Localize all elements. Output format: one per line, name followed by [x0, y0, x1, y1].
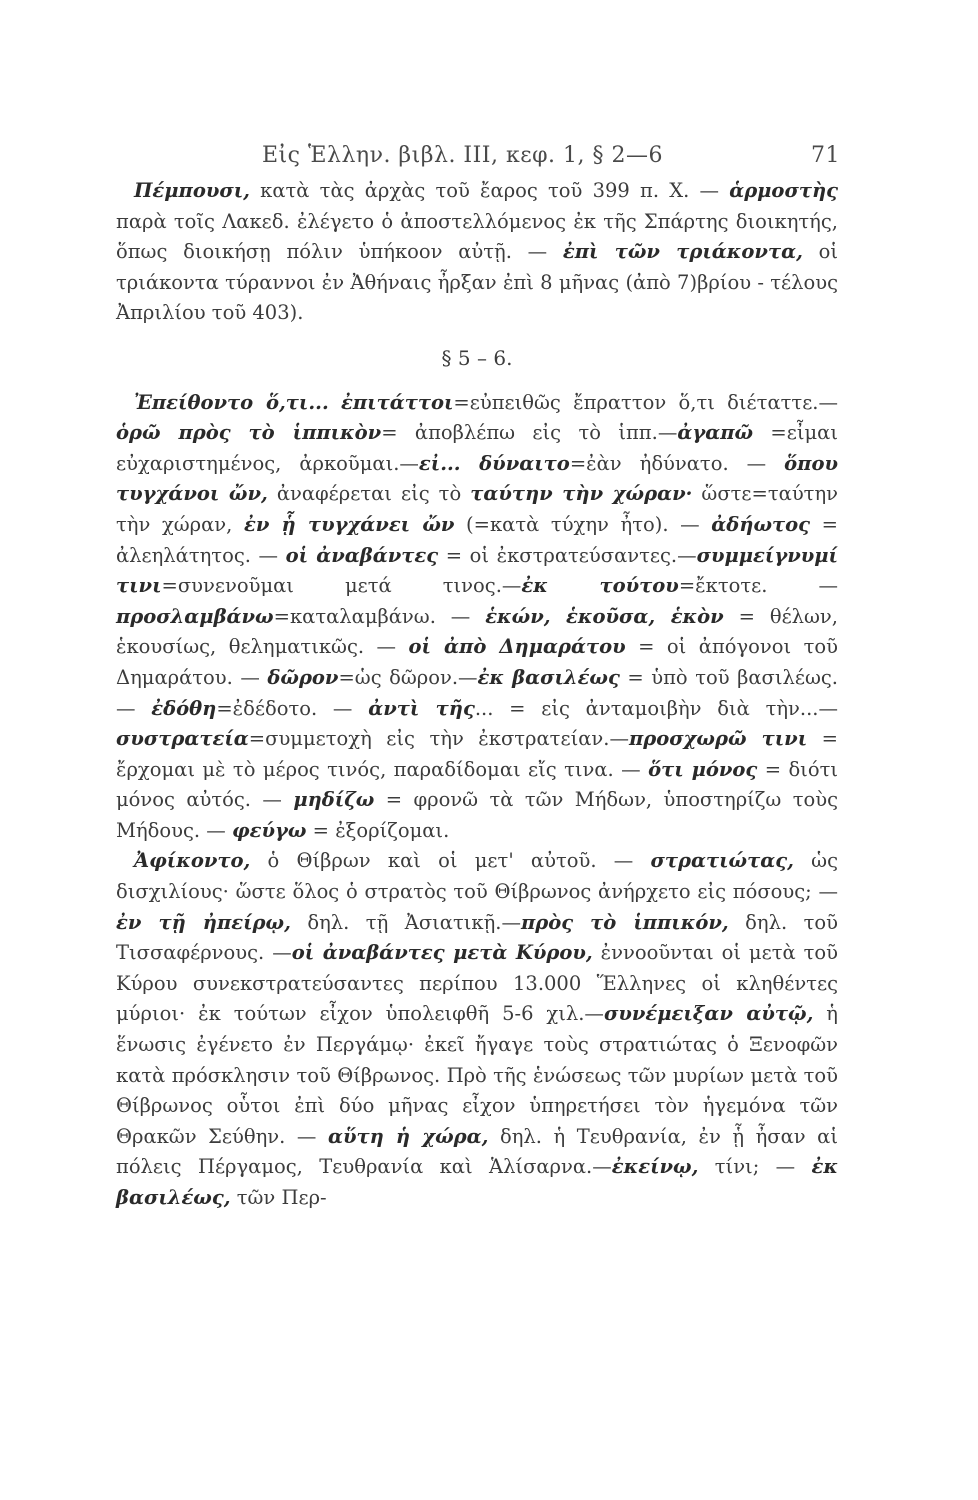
gloss-text: = οἱ ἀπόγονοι τοῦ Δημαράτου. — [116, 635, 839, 689]
paragraph-1 [116, 176, 838, 329]
lemma: ἐκ τούτου [521, 574, 679, 598]
running-header [262, 143, 840, 168]
gloss-text: =ἐὰν ἠδύνατο. — [569, 451, 785, 475]
gloss-text: κατὰ τὰς ἀρχὰς τοῦ ἔαρος τοῦ 399 π. Χ. — [249, 179, 730, 202]
gloss-text: ἡ ἕνωσις ἐγένετο ἐν Περγάμῳ· ἐκεῖ ἤγαγε τοὺς στρατιώτας ὁ Ξενοφῶν κατὰ πρόσκλησιν τοῦ Θίβρωνος. Πρὸ τῆς ἑνώσεως τῶν μυρίων μετὰ τοῦ Θίβρωνος οὗτοι ἐπὶ δύο μῆνας εἶχον ὑπηρετήσει τὸν ἡγεμόνα τῶν Θρακῶν Σεύθην. — [116, 1002, 838, 1148]
lemma: Ἐπείθοντο ὅ,τι... [134, 390, 329, 414]
gloss-text: = ὑπὸ τοῦ βασιλέως. — [116, 665, 838, 720]
gloss-text: ἀναφέρεται εἰς τὸ [267, 482, 471, 506]
gloss-text: ἐννοοῦνται οἱ μετὰ τοῦ Κύρου συνεκστρατεύσαντες περίπου 13.000 Ἕλληνες οἱ κληθέντες μύριοι· ἐκ τούτων εἶχον ὑπολειφθῆ 5-6 χιλ.— [116, 941, 838, 1026]
gloss-text: ὡς δισχιλίους· ὥστε ὅλος ὁ στρατὸς τοῦ Θίβρωνος ἀνήρχετο εἰς πόσους; — [116, 849, 838, 904]
lemma: αὕτη ἡ χώρα, [327, 1124, 489, 1148]
gloss-text: = θέλων, ἑκουσίως, θεληματικῶς. — [116, 604, 838, 659]
lemma: ὅτι μόνος [648, 757, 758, 781]
lemma: συστρατεία [116, 727, 249, 751]
gloss-text: =εὐπειθῶς ἔπραττον ὅ,τι διέταττε.— [453, 390, 838, 414]
lemma: ἁρμοστὴς [729, 179, 838, 202]
gloss-text: = ἔρχομαι μὲ τὸ μέρος τινός, παραδίδομαι εἴς τινα. — [116, 727, 838, 781]
lemma: μηδίζω [293, 788, 375, 812]
gloss-text: =ὡς δῶρον.— [338, 665, 478, 689]
gloss-text: τίνι; — [698, 1155, 812, 1179]
gloss-text: =εἶμαι εὐχαριστημένος, ἀρκοῦμαι.— [116, 421, 838, 475]
lemma: εἰ... δύναιτο [418, 451, 570, 475]
gloss-text: = ἀλεηλάτητος. — [116, 512, 839, 567]
running-title: Εἰς Ἑλλην. βιβλ. III, κεφ. 1, § 2—6 [262, 143, 663, 168]
lemma: ἀντὶ τῆς [368, 696, 475, 720]
gloss-text: (=κατὰ τύχην ἦτο). — [454, 512, 712, 536]
lemma: Ἀφίκοντο, [134, 849, 251, 873]
gloss-text: = φρονῶ τὰ τῶν Μήδων, ὑποστηρίζω τοὺς Μήδους. — [116, 788, 838, 842]
gloss-text: =ἔκτοτε. — [678, 574, 838, 598]
gloss-text: = διότι μόνος αὐτός. — [116, 757, 839, 812]
gloss-text: παρὰ τοῖς Λακεδ. ἐλέγετο ὁ ἀποστελλόμενος ἐκ τῆς Σπάρτης διοικητής, ὅπως διοικήσῃ πόλιν ὑπήκοον αὐτῇ. — [116, 209, 838, 264]
lemma: ὁρῶ πρὸς τὸ ἱππικὸν [116, 421, 382, 445]
lemma: ἐκ βασιλέως, [116, 1155, 838, 1209]
lemma: ἐκείνῳ, [611, 1155, 699, 1179]
lemma: ἐν ᾗ τυγχάνει ὤν [243, 512, 455, 536]
lemma: Πέμπουσι, [134, 179, 250, 202]
lemma: οἱ ἀπὸ Δημαράτου [408, 635, 626, 659]
lemma: ἐπὶ τῶν τριάκοντα, [562, 240, 803, 264]
lemma: οἱ ἀναβάντες μετὰ Κύρου, [291, 941, 593, 965]
lemma: πρὸς τὸ ἱππικόν, [520, 910, 729, 934]
gloss-text: = οἱ ἐκστρατεύσαντες.— [438, 543, 697, 567]
gloss-text: ... = εἰς ἀνταμοιβὴν διὰ τὴν...— [474, 696, 839, 720]
lemma: ὅπου τυγχάνοι ὤν, [116, 451, 838, 506]
lemma: προσλαμβάνω [116, 604, 274, 628]
paragraph-2 [116, 388, 838, 847]
gloss-text: ὁ Θίβρων καὶ οἱ μετ' αὐτοῦ. — [250, 849, 651, 873]
paragraph-3 [116, 846, 838, 1213]
lemma: ἐν τῇ ἠπείρῳ, [116, 910, 291, 934]
lemma: δῶρον [267, 665, 339, 689]
section-heading [116, 343, 838, 374]
lemma: ταύτην τὴν χώραν· [470, 482, 693, 506]
gloss-text: =καταλαμβάνω. — [273, 604, 486, 628]
gloss-text: δηλ. τοῦ Τισσαφέρνους. — [116, 910, 838, 965]
gloss-text: =συνενοῦμαι μετά τινος.— [161, 574, 522, 598]
lemma: ἀδήωτος [711, 512, 811, 536]
gloss-text: =συμμετοχὴ εἰς τὴν ἐκστρατείαν.— [248, 727, 629, 751]
lemma: ἐπιτάττοι [341, 390, 454, 414]
gloss-text: =ἐδέδοτο. — [216, 696, 369, 720]
gloss-text [329, 391, 341, 414]
gloss-text: δηλ. ἡ Τευθρανία, ἐν ᾗ ἦσαν αἱ πόλεις Πέργαμος, Τευθρανία καὶ Ἁλίσαρνα.— [116, 1124, 838, 1179]
gloss-text: οἱ τριάκοντα τύραννοι ἐν Ἀθήναις ἦρξαν ἐπὶ 8 μῆνας (ἀπὸ 7)βρίου - τέλους Ἀπριλίου τοῦ 403). [116, 240, 838, 325]
commentary-text [116, 176, 838, 1214]
lemma: φεύγω [232, 818, 307, 842]
lemma: προσχωρῶ τινι [628, 727, 808, 751]
gloss-text: δηλ. τῇ Ἀσιατικῇ.— [290, 910, 521, 934]
gloss-text: = ἀποβλέπω εἰς τὸ ἱππ.— [381, 421, 678, 445]
gloss-text: § 5 – 6. [441, 345, 513, 370]
lemma: συνέμειξαν αὐτῷ, [603, 1002, 814, 1026]
gloss-text: = ἐξορίζομαι. [306, 818, 450, 842]
lemma: ἀγαπῶ [677, 421, 754, 445]
gloss-text: τῶν Περ- [230, 1186, 327, 1209]
lemma: ἐκ βασιλέως [477, 665, 620, 689]
gloss-text: ὥστε=ταύτην τὴν χώραν, [116, 482, 839, 536]
lemma: οἱ ἀναβάντες [285, 543, 439, 567]
lemma: στρατιώτας, [650, 849, 794, 873]
page-number: 71 [811, 143, 840, 168]
lemma: ἑκών, ἑκοῦσα, ἑκὸν [485, 604, 724, 628]
lemma: συμμείγνυμί τινι [116, 543, 838, 598]
lemma: ἐδόθη [151, 696, 217, 720]
